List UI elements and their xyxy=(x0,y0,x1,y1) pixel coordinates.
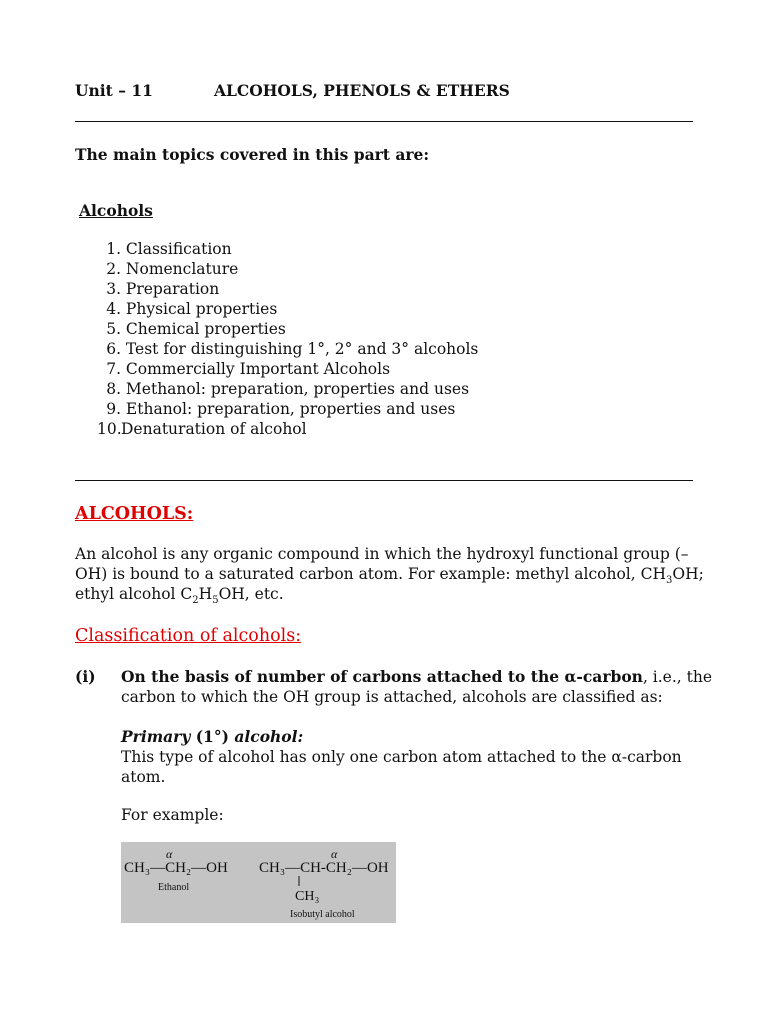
list-item: 9. Ethanol: preparation, properties and uses xyxy=(106,400,456,418)
primary-alcohol-heading: Primary (1°) alcohol: xyxy=(121,727,304,746)
alcohols-para-line1: An alcohol is any organic compound in which the hydroxyl functional group (– xyxy=(75,545,689,563)
list-item: 5. Chemical properties xyxy=(106,320,286,338)
isobutyl-branch: CH₃ xyxy=(295,889,320,904)
formula-figure xyxy=(121,842,396,923)
intro-text: The main topics covered in this part are: xyxy=(75,145,430,164)
list-item: 4. Physical properties xyxy=(106,300,278,318)
section-heading-alcohols: Alcohols xyxy=(79,201,153,220)
item-marker: (i) xyxy=(75,667,96,686)
divider-top xyxy=(75,121,693,122)
list-item: 7. Commercially Important Alcohols xyxy=(106,360,391,378)
list-item: 3. Preparation xyxy=(106,280,220,298)
alcohols-para-line3: ethyl alcohol $C_2H_5OH$, etc. xyxy=(75,585,284,607)
classification-item-line1: On the basis of number of carbons attached to the α-carbon, i.e., the xyxy=(121,667,713,686)
example-label: For example: xyxy=(121,806,224,824)
list-item: 10. Denaturation of alcohol xyxy=(97,420,307,438)
unit-title: ALCOHOLS, PHENOLS & ETHERS xyxy=(214,81,510,100)
list-item: 8. Methanol: preparation, properties and uses xyxy=(106,380,470,398)
ethanol-formula: CH₃—CH₂—OH xyxy=(124,860,228,876)
isobutyl-alpha: α xyxy=(331,847,338,861)
ethanol-alpha: α xyxy=(166,847,173,861)
alcohols-heading: ALCOHOLS: xyxy=(75,504,194,524)
divider-middle xyxy=(75,480,693,481)
alcohols-para-line2: OH) is bound to a saturated carbon atom. For example: methyl alcohol, $CH_3OH$; xyxy=(75,565,704,587)
list-item: 6. Test for distinguishing 1°, 2° and 3° alcohols xyxy=(106,340,479,358)
classification-heading: Classification of alcohols: xyxy=(75,626,302,646)
isobutyl-formula: CH₃—CH-CH₂—OH xyxy=(259,860,389,876)
unit-label: Unit – 11 xyxy=(75,81,153,100)
list-item: 2. Nomenclature xyxy=(106,260,239,278)
classification-item-line2: carbon to which the OH group is attached, alcohols are classified as: xyxy=(121,688,663,706)
primary-desc-line2: atom. xyxy=(121,768,166,786)
ethanol-name: Ethanol xyxy=(158,882,190,893)
primary-desc-line1: This type of alcohol has only one carbon atom attached to the α-carbon xyxy=(121,748,682,766)
topic-list xyxy=(97,239,478,439)
list-item: 1. Classification xyxy=(106,240,232,258)
isobutyl-name: Isobutyl alcohol xyxy=(290,909,355,920)
